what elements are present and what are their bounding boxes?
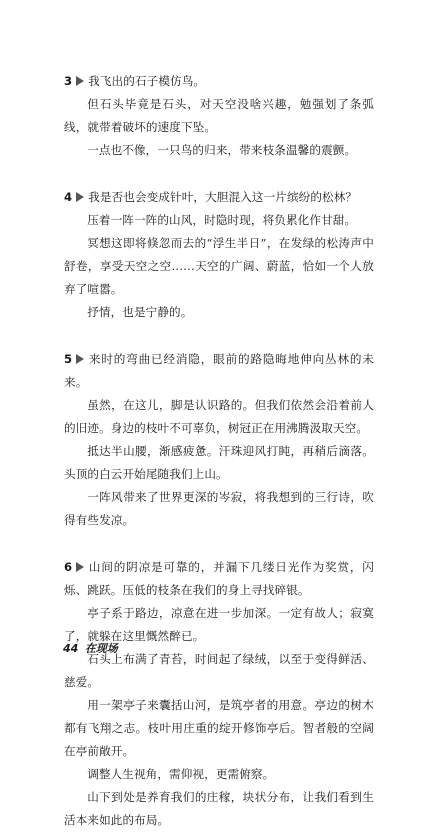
section-number: 5 [64, 352, 73, 366]
page-footer [63, 642, 118, 656]
section-number: 4 [64, 190, 73, 204]
section-4 [64, 186, 374, 324]
paragraph: 用一架亭子来囊括山河，是筑亭者的用意。亭边的树木都有飞翔之志。枝叶用庄重的绽开修饰亭后。智者般的空阔在亭前敞开。 [64, 698, 374, 758]
paragraph: 抵达半山腰，渐感疲惫。汗珠迎风打盹，再稍后滴落。头顶的白云开始尾随我们上山。 [64, 444, 374, 481]
paragraph: 一阵风带来了世界更深的岑寂，将我想到的三行诗，吹得有些发凉。 [64, 490, 374, 527]
triangle-bullet-icon [76, 192, 84, 202]
running-title: 在现场 [84, 642, 118, 655]
paragraph: 冥想这即将倏忽而去的“浮生半日”，在发绿的松涛声中舒卷，享受天空之空……天空的广阔、蔚蓝，恰如一个人放弃了喧嚣。 [64, 236, 374, 296]
section-heading [64, 348, 374, 394]
paragraph: 石头上布满了青苔，时间起了绿绒，以至于变得鲜活、慈爱。 [64, 652, 374, 689]
triangle-bullet-icon [76, 354, 84, 364]
paragraph-text: 我是否也会变成针叶，大胆混入这一片缤纷的松林？ [88, 190, 358, 204]
section-6 [64, 556, 374, 832]
page-number: 44 [63, 642, 79, 655]
paragraph-text: 来时的弯曲已经消隐，眼前的路隐晦地伸向丛林的未来。 [64, 352, 374, 389]
paragraph-text: 山间的阴凉是可靠的，并漏下几缕日光作为奖赏，闪烁、跳跃。压低的枝条在我们的身上寻找碎银。 [64, 560, 374, 597]
section-3 [64, 70, 374, 162]
paragraph: 但石头毕竟是石头，对天空没啥兴趣，勉强划了条弧线，就带着破坏的速度下坠。 [64, 97, 374, 134]
paragraph: 抒情，也是宁静的。 [87, 305, 193, 319]
section-5 [64, 348, 374, 532]
section-heading [64, 70, 374, 93]
section-number: 6 [64, 560, 73, 574]
page-body [64, 70, 374, 832]
paragraph-text: 我飞出的石子模仿鸟。 [88, 74, 206, 88]
paragraph: 调整人生视角，需仰视，更需俯察。 [87, 767, 275, 781]
paragraph: 山下到处是养育我们的庄稼，块状分布，让我们看到生活本来如此的布局。 [64, 790, 374, 827]
triangle-bullet-icon [76, 562, 84, 572]
paragraph: 亭子系于路边，凉意在进一步加深。一定有故人；寂寞了，就躲在这里慨然醉已。 [64, 606, 374, 643]
paragraph: 虽然，在这儿，脚是认识路的。但我们依然会沿着前人的旧迹。身边的枝叶不可辜负，树冠正在用沸腾汲取天空。 [64, 398, 374, 435]
section-heading [64, 186, 374, 209]
section-number: 3 [64, 74, 73, 88]
paragraph: 压着一阵一阵的山风，时隐时现，将负累化作甘甜。 [87, 213, 357, 227]
paragraph: 一点也不像，一只鸟的归来，带来枝条温馨的震颤。 [87, 143, 357, 157]
section-heading [64, 556, 374, 602]
triangle-bullet-icon [76, 76, 84, 86]
